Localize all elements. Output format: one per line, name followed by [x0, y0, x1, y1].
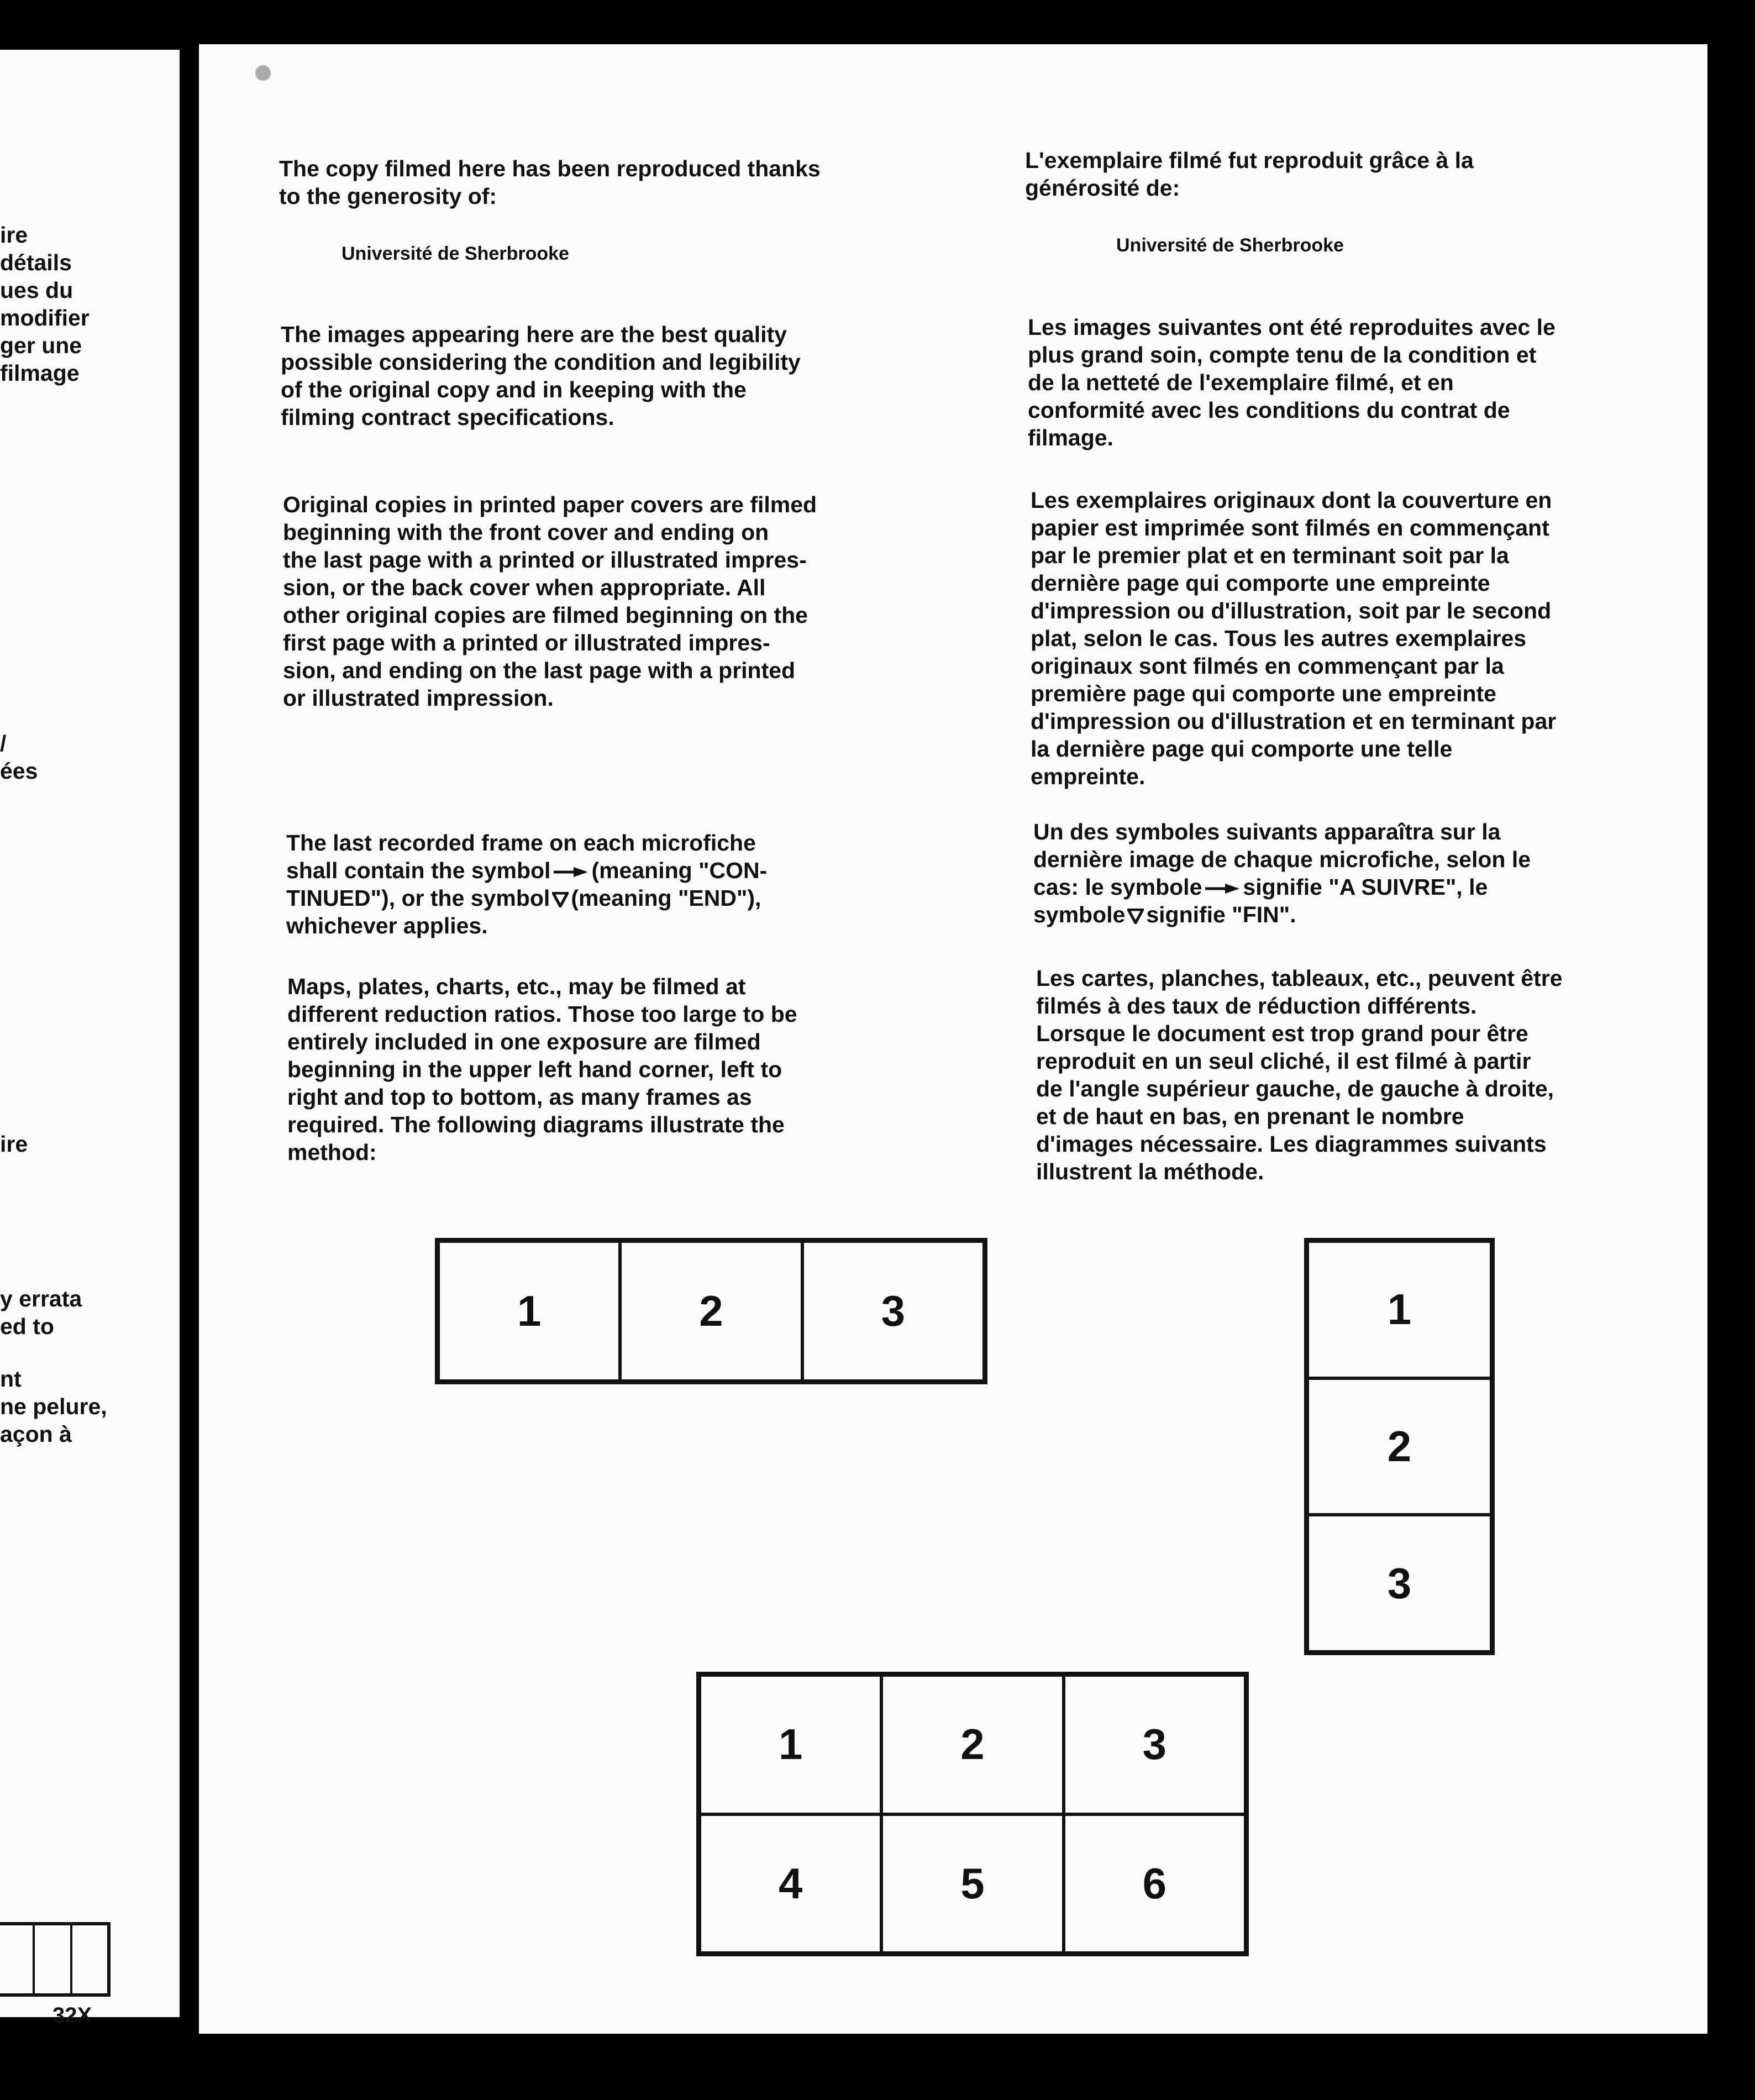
- frame-cell: 2: [620, 1241, 802, 1381]
- english-maps: Maps, plates, charts, etc., may be filmed at different reduction ratios. Those too large to be entirely included in one exposure are filmed beginning in the upper left hand corner, left to right and top to bottom, as many frames as required. The following diagrams illustrate the method:: [287, 974, 797, 1165]
- english-institution: Université de Sherbrooke: [341, 243, 569, 264]
- french-institution: Université de Sherbrooke: [1116, 235, 1344, 256]
- diagram-vertical: [1304, 1238, 1495, 1655]
- english-thanks: The copy filmed here has been reproduced thanks to the generosity of:: [279, 156, 821, 209]
- french-quality: Les images suivantes ont été reproduites avec le plus grand soin, compte tenu de la condition et de la netteté de l'exemplaire filmé, et en conformité avec les conditions du contrat de filmage.: [1028, 314, 1556, 450]
- frame-cell: 3: [1064, 1675, 1246, 1814]
- arrow-icon: [1205, 883, 1239, 895]
- french-symbols-a: Un des symboles suivants apparaîtra sur la dernière image de chaque microfiche, selon le cas: le symbole: [1033, 819, 1531, 900]
- diagram-grid: [696, 1672, 1249, 1956]
- frame-cell: 1: [1307, 1241, 1491, 1378]
- english-covers: Original copies in printed paper covers are filmed beginning with the front cover and ending on the last page with a printed or illustrated impres- sion, or the back cover when appropriate. All other original copies are filmed beginning on the first page with a printed or illustrated impres- sion, and ending on the last page with a printed or illustrated impression.: [283, 492, 817, 711]
- triangle-down-icon: [1127, 909, 1144, 924]
- english-symbols-c: (meaning "END"), whichever applies.: [286, 885, 761, 938]
- frame-cell: 6: [1064, 1814, 1246, 1954]
- frame-cell: 3: [1307, 1515, 1491, 1652]
- fragment-text-ire: ire: [0, 1131, 28, 1157]
- english-symbols-b: (meaning "CON- TINUED"), or the symbol: [286, 858, 768, 911]
- frame-cell: 1: [438, 1241, 620, 1381]
- main-page: [199, 44, 1707, 2034]
- fragment-text-pelure: nt ne pelure, açon à: [0, 1366, 107, 1447]
- english-symbols-a: The last recorded frame on each microfiche shall contain the symbol: [286, 830, 756, 883]
- frame-cell: 2: [1307, 1378, 1491, 1515]
- fragment-text-errata: y errata ed to: [0, 1286, 82, 1339]
- fragment-text-slash: / ées: [0, 731, 38, 784]
- english-quality: The images appearing here are the best quality possible considering the condition and legibility of the original copy and in keeping with the filming contract specifications.: [281, 322, 801, 430]
- arrow-icon: [554, 866, 588, 878]
- diagram-horizontal: [435, 1238, 987, 1384]
- frame-cell: 2: [881, 1675, 1063, 1814]
- punch-hole: [255, 65, 271, 81]
- frame-cell: 3: [802, 1241, 984, 1381]
- reduction-ratio-label: 32X: [52, 2003, 92, 2028]
- french-maps: Les cartes, planches, tableaux, etc., peuvent être filmés à des taux de réduction différents. Lorsque le document est trop grand pour être reproduit en un seul cliché, il est filmé à partir de l'angle supérieur gauche, de gauche à droite, et de haut en bas, en prenant le nombre d'images nécessaire. Les diagrammes suivants illustrent la méthode.: [1036, 965, 1563, 1184]
- fragment-text-top: ire détails ues du modifier ger une filmage: [0, 222, 90, 386]
- frame-cell: 5: [881, 1814, 1063, 1954]
- triangle-down-icon: [552, 892, 569, 907]
- french-covers: Les exemplaires originaux dont la couverture en papier est imprimée sont filmés en commençant par le premier plat et en terminant soit par la dernière page qui comporte une empreinte d'impression ou d'illustration, soit par le second plat, selon le cas. Tous les autres exemplaires originaux sont filmés en commençant par la première page qui comporte une empreinte d'impression ou d'illustration et en terminant par la dernière page qui comporte une telle empreinte.: [1031, 487, 1557, 789]
- left-page-fragment: [0, 50, 180, 2028]
- english-symbols: [286, 829, 767, 939]
- french-thanks: L'exemplaire filmé fut reproduit grâce à la générosité de:: [1025, 148, 1474, 201]
- french-symbols-b: signifie "A SUIVRE", le symbole: [1033, 874, 1488, 927]
- frame-cell: 1: [700, 1675, 881, 1814]
- frame-cell: 4: [700, 1814, 881, 1954]
- french-symbols: [1033, 818, 1531, 928]
- reduction-ratio-box: [0, 1922, 111, 1997]
- french-symbols-c: signifie "FIN".: [1146, 902, 1296, 927]
